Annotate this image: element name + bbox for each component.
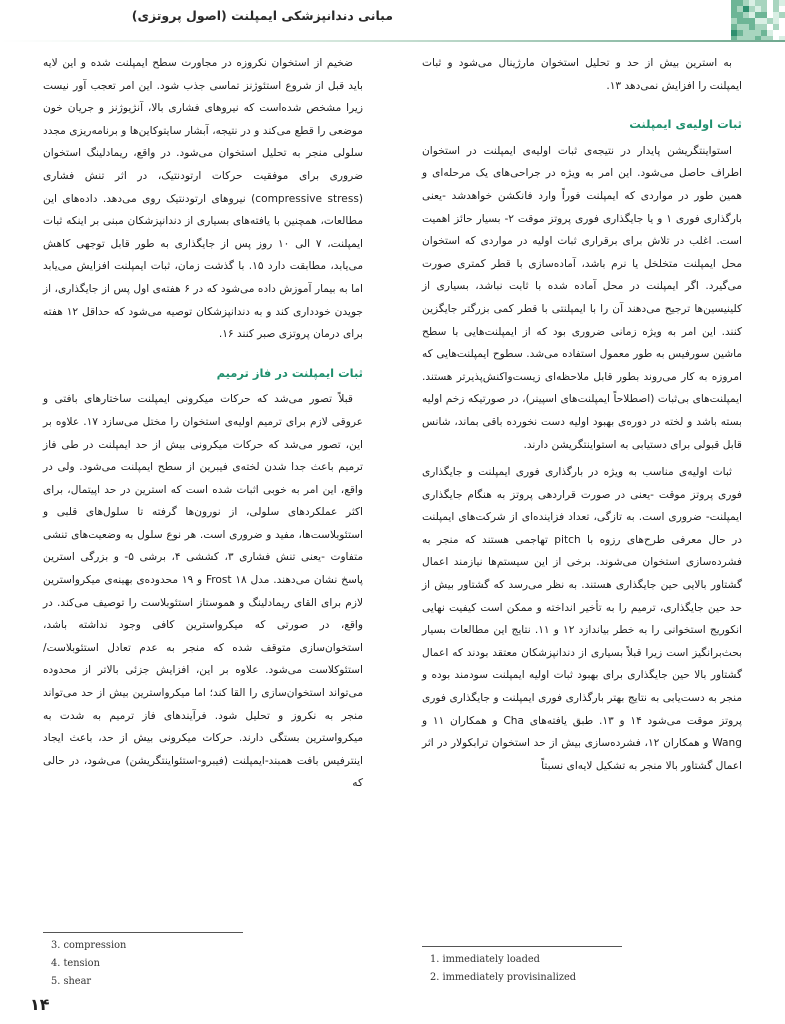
- section-heading-healing-phase-stability: ثبات ایمپلنت در فاز ترمیم: [216, 365, 363, 380]
- intro-paragraph: به استرین بیش از حد و تحلیل استخوان مارژینال می‌شود و ثبات ایمپلنت را افزایش نمی‌دهد ۱۳.: [422, 57, 742, 92]
- footnote-divider: [422, 946, 622, 947]
- paragraph: قبلاً تصور می‌شد که حرکات میکرونی ایمپلنت ساختارهای بافتی و عروقی لازم برای ترمیم اولیه‌ی استخوان را مختل می‌سازد ۱۷. علاوه بر این، تصور می‌شد که حرکات میکرونی بیش از حد ایمپلنت در طی فاز ترمیم باعث جدا شدن لخته‌ی فیبرین از سطح ایمپلنت می‌شود. ولی در واقع، این امر به خوبی اثبات شده است که استرین در حد اپیتمال، برای اکثر عملکردهای سلولی، از نورون‌ها گرفته تا سلول‌های قلبی و استئوبلاست‌ها، مفید و ضروری است. هر نوع سلول به وضعیت‌های تنشی متفاوت -یعنی تنش فشاری ۳، کششی ۴، برشی ۵- و بزرگی استرین پاسخ نشان می‌دهند. مدل Frost ۱۸ و ۱۹ محدوده‌ی بهینه‌ی میکرواسترین لازم برای القای ریمادلینگ و هموستاز استئوبلاست را توصیف می‌کند. در واقع، در صورتی که میکرواسترین کافی وجود نداشته باشد، استخوان‌سازی متوقف شده که منجر به عدم تعادل استئوبلاست/استئوکلاست می‌شود. علاوه بر این، افزایش جزئی بالاتر از محدوده می‌تواند استخوان‌سازی را القا کند؛ اما میکرواسترین بیش از حد می‌تواند منجر به نکروز و تحلیل شود. فرآیندهای فاز ترمیم به شدت به میکرواسترین بستگی دارند. حرکات میکرونی بیش از حد، باعث ایجاد اینترفیس بافت همبند-ایمپلنت (فیبرو-استئواینتگریشن) می‌شود، در حالی که: [43, 393, 364, 790]
- decorative-mosaic: [731, 0, 785, 40]
- footnote-item: 3. compression: [51, 940, 127, 951]
- footnote-item: 2. immediately provisinalized: [430, 972, 577, 983]
- header-divider: [0, 40, 785, 42]
- footnote-divider: [43, 932, 243, 933]
- footnote-item: 1. immediately loaded: [430, 954, 540, 965]
- footnotes-right: [422, 946, 742, 987]
- paragraph: ثبات اولیه‌ی مناسب به ویژه در بارگذاری فوری ایمپلنت و جایگذاری فوری پروتز موقت -یعنی در صورت قراردهی پروتز به هنگام جایگذاری ایمپلنت- ضروری است. به تازگی، تعداد فزاینده‌ای از شرکت‌های ایمپلنت در حال معرفی طرح‌های رزوه با pitch تهاجمی هستند که منجر به فشرده‌سازی استخوان می‌شوند. برخی از این سیستم‌ها نیازمند اعمال گشتاور بالایی حین جایگذاری هستند. به نظر می‌رسد که گشتاور بیش از حد حین جایگذاری، ترمیم را به تأخیر انداخته و ممکن است کیفیت نهایی انکوریج استخوانی را به خطر بیاندازد ۱۲ و ۱۱. نتایج این مطالعات بسیار بحث‌برانگیز است زیرا قبلاً بسیاری از دندانپزشکان معتقد بودند که اعمال گشتاور بالا حین جایگذاری برای بهبود ثبات اولیه ایمپلنت سودمند بوده و منجر به دست‌یابی به نتایج بهتر بارگذاری فوری ایمپلنت و جایگذاری فوری پروتز موقت می‌شود ۱۴ و ۱۳. طبق یافته‌های Cha و همکاران ۱۱ و Wang و همکاران ۱۲، فشرده‌سازی بیش از حد استخوان ترابکولار در اثر اعمال گشتاور بالا منجر به تشکیل لایه‌ای نسبتاً: [422, 466, 742, 772]
- footnote-item: 4. tension: [51, 958, 100, 969]
- footnote-item: 5. shear: [51, 976, 92, 987]
- footnotes-left: [43, 932, 363, 991]
- section-heading-primary-stability: ثبات اولیه‌ی ایمپلنت: [629, 117, 742, 132]
- right-column: [422, 52, 742, 777]
- left-column: [43, 52, 363, 795]
- paragraph: ضخیم از استخوان نکروزه در مجاورت سطح ایمپلنت شده و این لایه باید قبل از شروع استئوژنز تماسی جذب شود. این امر تعجب آور نیست زیرا مشخص شده‌است که نیروهای فشاری بالا، آنژیوژنز و جریان خون موضعی را قطع می‌کند و در نتیجه، آبشار سایتوکاین‌ها و برنامه‌ریزی مجدد سلولی منجر به تحلیل استخوان می‌شود. در واقع، ریمادلینگ استخوان ضروری برای موفقیت حرکات ارتودنتیک، در اثر تنش فشاری (compressive stress) نیروهای ارتودنتیک روی می‌دهد. داده‌های این مطالعات، همچنین با یافته‌های بسیاری از دندانپزشکان مبنی بر اینکه ثبات ایمپلنت، ۷ الی ۱۰ روز پس از جایگذاری به طور قابل توجهی کاهش می‌یابد، مطابقت دارد ۱۵. با گذشت زمان، ثبات ایمپلنت افزایش می‌یابد اما به بیمار آموزش داده می‌شود که در ۶ هفته‌ی اول پس از جایگذاری، از جویدن خودداری کند و به دندانپزشکان توصیه می‌شود که حداقل ۱۲ هفته برای درمان پروتزی صبر کنند ۱۶.: [43, 57, 363, 341]
- page-number: ۱۴: [30, 995, 50, 1014]
- paragraph: استواینتگریشن پایدار در نتیجه‌ی ثبات اولیه‌ی ایمپلنت در استخوان اطراف حاصل می‌شود. این امر به ویژه در جراحی‌های یک مرحله‌ای و همین طور در مواردی که ایمپلنت فوراً وارد فانکشن خواهدشد -یعنی بارگذاری فوری ۱ و یا جایگذاری فوری پروتز موقت ۲- بسیار حائز اهمیت است. اغلب در تلاش برای برقراری ثبات اولیه در مواردی که استخوان محل ایمپلنت متخلخل یا نرم باشد، آماده‌سازی با قطر کمتری صورت می‌گیرد. اگر ایمپلنت در محل آماده شده با ثابت نباشد، بسیاری از کلینیسین‌ها ترجیح می‌دهند آن را با ایمپلنتی با قطر کمی بزرگتر جایگزین کنند. این امر به ویژه زمانی ضروری بود که از ایمپلنت‌هایی با سطح ماشین سورفیس به طور معمول استفاده می‌شد. سطوح ایمپلنت‌هایی که امروزه به کار می‌روند بطور قابل ملاحظه‌ای زیست‌واکنش‌پذیرتر هستند. ایمپلنت‌های بی‌ثبات (اصطلاحاً ایمپلنت‌های اسپینر)، در صورتیکه زخم اولیه بسته باشد و لخته در دوره‌ی بهبود اولیه دست نخورده باقی بماند، شانس قابل قبولی برای دستیابی به استواینتگریشن دارند.: [422, 144, 742, 451]
- running-header-title: مبانی دندانپزشکی ایمپلنت (اصول پروتزی): [131, 8, 393, 23]
